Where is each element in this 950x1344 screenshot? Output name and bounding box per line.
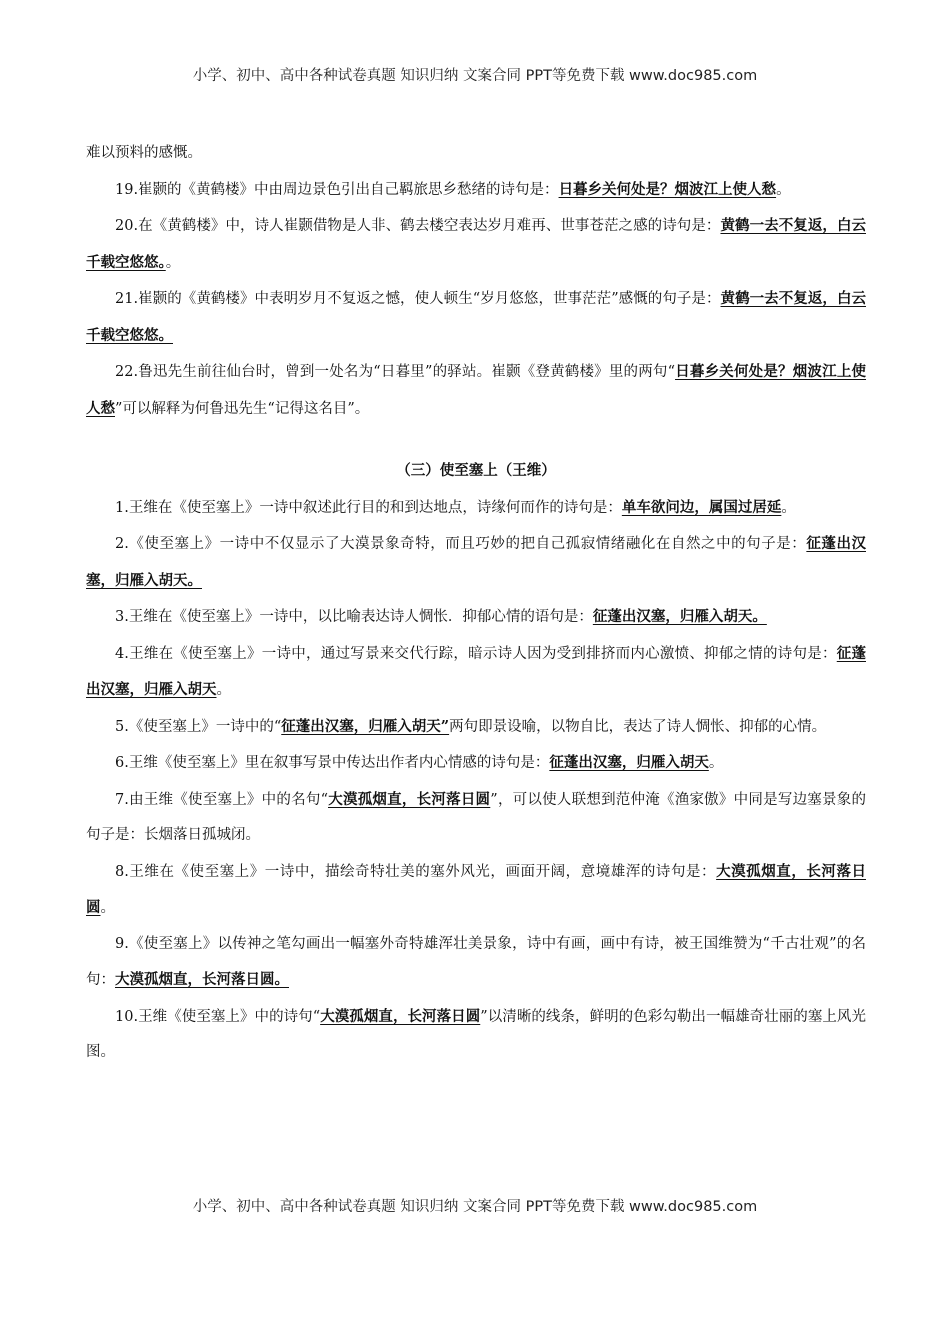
question-item: 6.王维《使至塞上》里在叙事写景中传达出作者内心情感的诗句是：征蓬出汉塞，归雁入胡天。 — [115, 754, 724, 771]
answer-text: 大漠孤烟直，长河落日圆 — [320, 1007, 481, 1025]
answer-text: 日暮乡关何处是？烟波江上使人愁 — [86, 363, 867, 417]
question-item: 20.在《黄鹤楼》中，诗人崔颢借物是人非、鹤去楼空表达岁月难再、世事苍茫之感的诗句是：黄鹤一去不复返，白云千载空悠悠。。 — [86, 217, 866, 271]
question-item: 8.王维在《使至塞上》一诗中，描绘奇特壮美的塞外风光，画面开阔，意境雄浑的诗句是：大漠孤烟直，长河落日圆。 — [86, 862, 866, 916]
answer-text: 单车欲问边，属国过居延 — [621, 498, 782, 516]
question-item: 5.《使至塞上》一诗中的“征蓬出汉塞，归雁入胡天”两句即景设喻，以物自比，表达了诗人惆怅、抑郁的心情。 — [115, 717, 827, 735]
question-item: 19.崔颢的《黄鹤楼》中由周边景色引出自己羁旅思乡愁绪的诗句是：日暮乡关何处是？烟波江上使人愁。 — [115, 180, 791, 198]
page-header: 小学、初中、高中各种试卷真题 知识归纳 文案合同 PPT等免费下载 www.doc985.com — [192, 68, 758, 84]
answer-text: 日暮乡关何处是？烟波江上使人愁 — [558, 180, 777, 198]
huanghelou-list — [86, 172, 866, 428]
question-item: 3.王维在《使至塞上》一诗中，以比喻表达诗人惆怅．抑郁心情的语句是：征蓬出汉塞，归雁入胡天。 — [115, 608, 767, 625]
question-item: 7.由王维《使至塞上》中的名句“大漠孤烟直，长河落日圆”，可以使人联想到范仲淹《渔家傲》中同是写边塞景象的句子是：长烟落日孤城闭。 — [86, 790, 867, 843]
page-footer: 小学、初中、高中各种试卷真题 知识归纳 文案合同 PPT等免费下载 www.doc985.com — [192, 1199, 758, 1215]
question-item: 9.《使至塞上》以传神之笔勾画出一幅塞外奇特雄浑壮美景象，诗中有画，画中有诗，被王国维赞为“千古壮观”的名句：大漠孤烟直，长河落日圆。 — [86, 935, 866, 988]
answer-text: 征蓬出汉塞，归雁入胡天” — [281, 717, 450, 735]
section-title: （三）使至塞上（王维） — [396, 463, 556, 479]
continuation-text: 难以预料的感慨。 — [86, 145, 202, 161]
answer-text: 征蓬出汉塞，归雁入胡天。 — [86, 535, 866, 589]
question-item: 2.《使至塞上》一诗中不仅显示了大漠景象奇特，而且巧妙的把自己孤寂情绪融化在自然之中的句子是：征蓬出汉塞，归雁入胡天。 — [86, 535, 866, 589]
answer-text: 征蓬出汉塞，归雁入胡天 — [86, 644, 866, 698]
answer-text: 征蓬出汉塞，归雁入胡天 — [549, 754, 709, 771]
question-item: 21.崔颢的《黄鹤楼》中表明岁月不复返之憾，使人顿生“岁月悠悠，世事茫茫”感慨的句子是：黄鹤一去不复返，白云千载空悠悠。 — [86, 290, 866, 344]
question-item: 1.王维在《使至塞上》一诗中叙述此行目的和到达地点，诗缘何而作的诗句是：单车欲问边，属国过居延。 — [115, 498, 796, 516]
answer-text: 大漠孤烟直，长河落日圆 — [328, 790, 491, 808]
answer-text: 大漠孤烟直，长河落日圆。 — [115, 971, 289, 988]
document-body — [86, 136, 866, 1071]
question-item: 4.王维在《使至塞上》一诗中，通过写景来交代行踪，暗示诗人因为受到排挤而内心激愤、抑郁之情的诗句是：征蓬出汉塞，归雁入胡天。 — [86, 644, 866, 698]
question-item: 22.鲁迅先生前往仙台时，曾到一处名为“日暮里”的驿站。崔颢《登黄鹤楼》里的两句“日暮乡关何处是？烟波江上使人愁”可以解释为何鲁迅先生“记得这名目”。 — [86, 363, 867, 417]
answer-text: 黄鹤一去不复返，白云千载空悠悠。 — [86, 217, 866, 271]
question-item: 10.王维《使至塞上》中的诗句“大漠孤烟直，长河落日圆”以清晰的线条，鲜明的色彩勾勒出一幅雄奇壮丽的塞上风光图。 — [86, 1007, 866, 1060]
shizhisaishang-list — [86, 490, 866, 1071]
answer-text: 黄鹤一去不复返，白云千载空悠悠。 — [86, 290, 866, 344]
answer-text: 大漠孤烟直，长河落日圆 — [86, 862, 866, 916]
answer-text: 征蓬出汉塞，归雁入胡天。 — [592, 608, 767, 625]
